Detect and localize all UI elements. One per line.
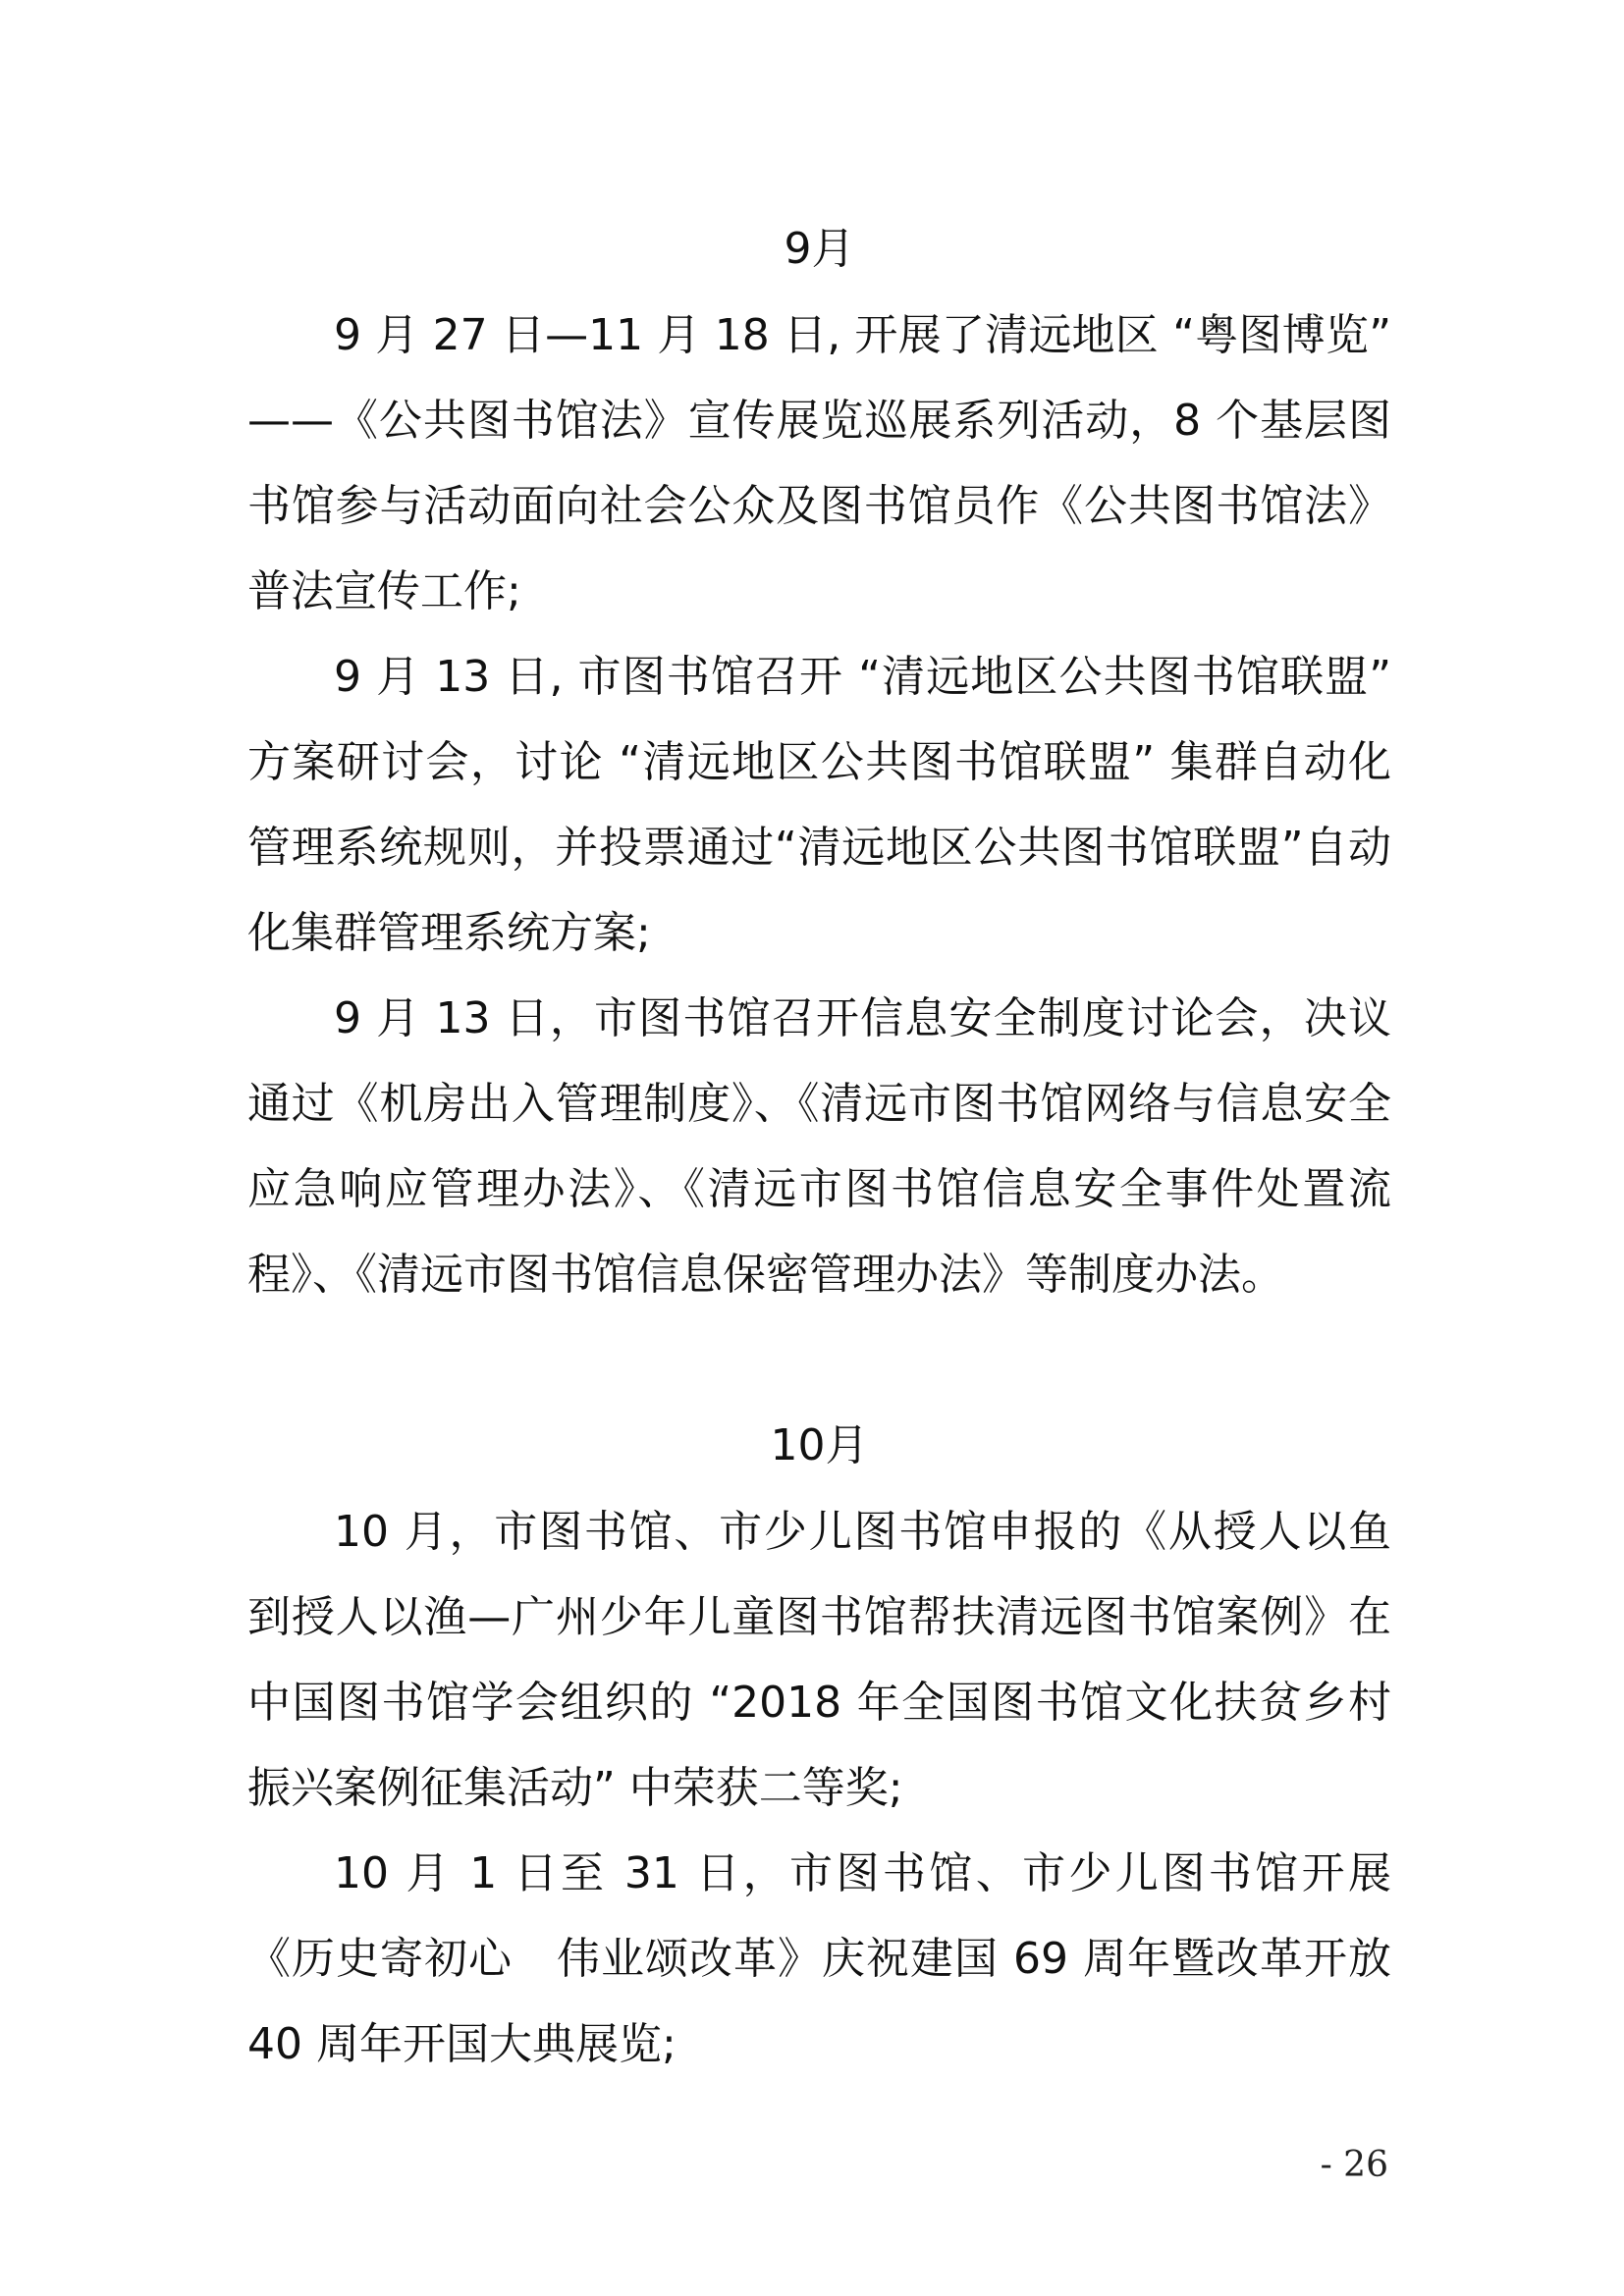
section-spacer	[247, 1317, 1391, 1403]
paragraph-october-2: 10 月 1 日至 31 日，市图书馆、市少儿图书馆开展《历史寄初心 伟业颂改革》庆祝建国 69 周年暨改革开放 40 周年开国大典展览;	[247, 1848, 1391, 2069]
page-number: - 26	[1320, 2145, 1388, 2185]
paragraph-september-2: 9 月 13 日, 市图书馆召开 “清远地区公共图书馆联盟” 方案研讨会，讨论 “清远地区公共图书馆联盟” 集群自动化管理系统规则，并投票通过“清远地区公共图书馆联盟”自动化集群管理系统方案;	[247, 652, 1391, 958]
section-title-october: 10月	[770, 1420, 869, 1470]
paragraph-october-1: 10 月，市图书馆、市少儿图书馆申报的《从授人以鱼到授人以渔—广州少年儿童图书馆帮扶清远图书馆案例》在中国图书馆学会组织的 “2018 年全国图书馆文化扶贫乡村振兴案例征集活动” 中荣获二等奖;	[247, 1507, 1391, 1813]
document-body	[247, 206, 1391, 2087]
paragraph-september-3: 9 月 13 日，市图书馆召开信息安全制度讨论会，决议通过《机房出入管理制度》、《清远市图书馆网络与信息安全应急响应管理办法》、《清远市图书馆信息安全事件处置流程》、《清远市图书馆信息保密管理办法》等制度办法。	[247, 993, 1391, 1300]
section-title-september: 9月	[784, 224, 855, 274]
paragraph-september-1: 9 月 27 日—11 月 18 日, 开展了清远地区 “粤图博览” ——《公共图书馆法》宣传展览巡展系列活动，8 个基层图书馆参与活动面向社会公众及图书馆员作《公共图书馆法》普法宣传工作;	[247, 310, 1391, 616]
